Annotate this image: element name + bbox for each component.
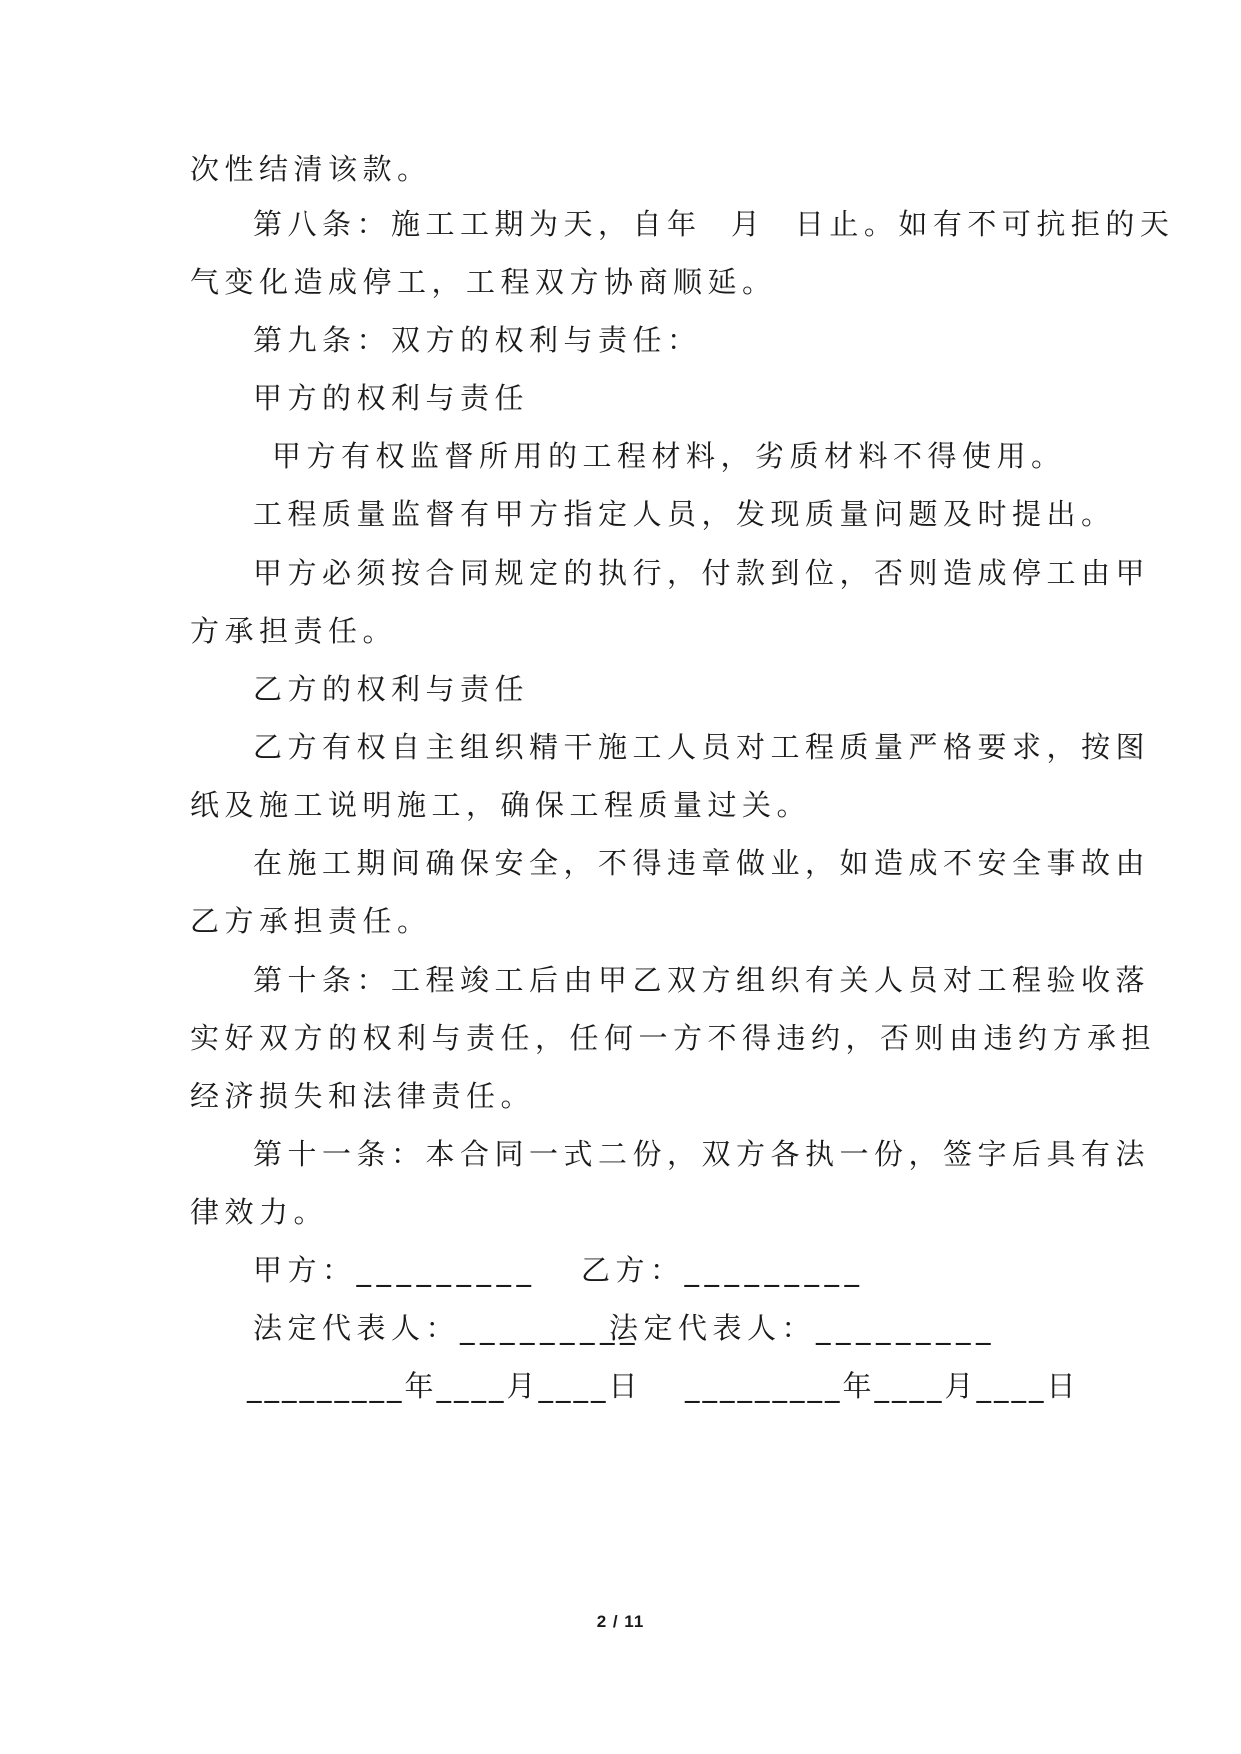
paragraph-line: 实好双方的权利与责任，任何一方不得违约，否则由违约方承担 xyxy=(190,1021,1157,1055)
party-a-representative: 法定代表人：_________ xyxy=(253,1311,641,1345)
paragraph-line: 方承担责任。 xyxy=(190,614,398,648)
paragraph-line: 甲方有权监督所用的工程材料，劣质材料不得使用。 xyxy=(272,439,1066,473)
paragraph-line: 第八条：施工工期为天，自年 月 日止。如有不可抗拒的天 xyxy=(253,207,1175,241)
paragraph-line: 甲方的权利与责任 xyxy=(253,381,530,415)
party-a-signature: 甲方：_________ xyxy=(253,1253,537,1287)
paragraph-line: 第十一条：本合同一式二份，双方各执一份，签字后具有法 xyxy=(253,1137,1151,1171)
paragraph-line: 气变化造成停工，工程双方协商顺延。 xyxy=(190,265,777,299)
page-number: 2 / 11 xyxy=(596,1612,645,1631)
paragraph-line: 乙方承担责任。 xyxy=(190,904,432,938)
party-b-signature: 乙方：_________ xyxy=(581,1253,865,1287)
paragraph-line: 纸及施工说明施工，确保工程质量过关。 xyxy=(190,788,812,822)
paragraph-line: 第九条：双方的权利与责任： xyxy=(253,323,702,357)
paragraph-line: 乙方的权利与责任 xyxy=(253,672,530,706)
paragraph-line: 律效力。 xyxy=(190,1195,329,1229)
paragraph-line: 乙方有权自主组织精干施工人员对工程质量严格要求，按图 xyxy=(253,730,1151,764)
paragraph-line: 次性结清该款。 xyxy=(190,152,432,186)
paragraph-line: 在施工期间确保安全，不得违章做业，如造成不安全事故由 xyxy=(253,846,1151,880)
party-a-date: _________年____月____日 xyxy=(247,1369,641,1403)
paragraph-line: 第十条：工程竣工后由甲乙双方组织有关人员对工程验收落 xyxy=(253,963,1151,997)
party-b-representative: 法定代表人：_________ xyxy=(609,1311,997,1345)
party-b-date: _________年____月____日 xyxy=(685,1369,1079,1403)
paragraph-line: 工程质量监督有甲方指定人员，发现质量问题及时提出。 xyxy=(253,497,1116,531)
paragraph-line: 经济损失和法律责任。 xyxy=(190,1079,536,1113)
paragraph-line: 甲方必须按合同规定的执行，付款到位，否则造成停工由甲 xyxy=(253,556,1151,590)
